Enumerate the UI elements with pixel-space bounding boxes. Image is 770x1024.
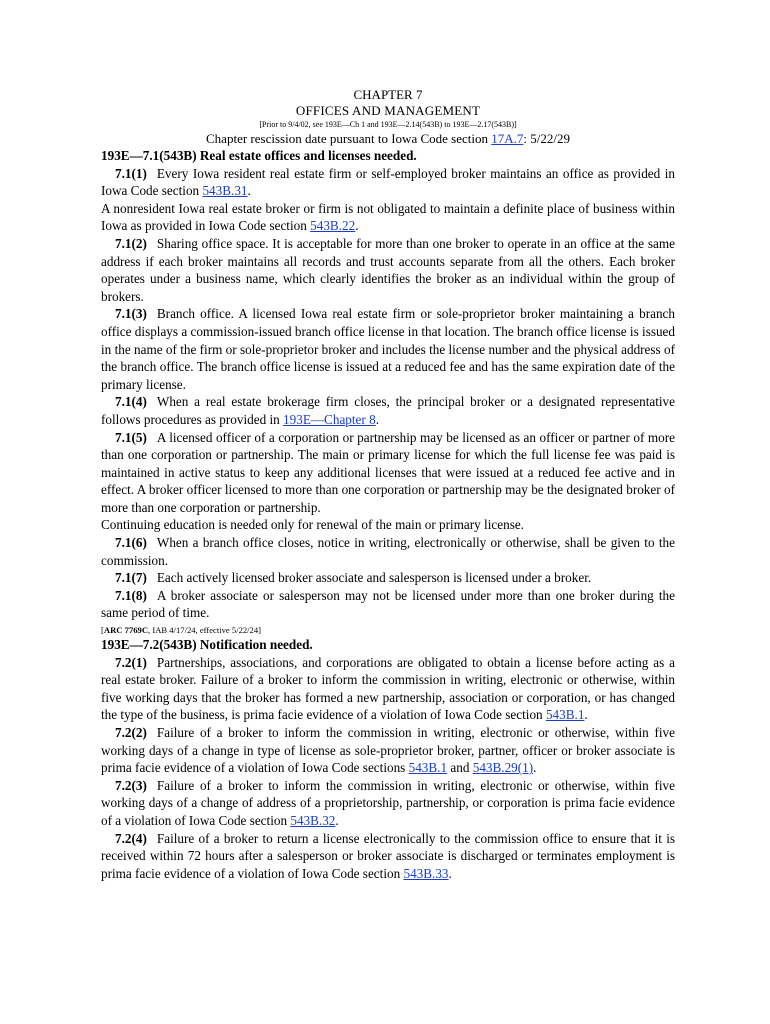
para-7-2-1 bbox=[101, 654, 675, 724]
para-text: A nonresident Iowa real estate broker or firm is not obligated to maintain a definite place of business within Iowa as provided in Iowa Code section bbox=[101, 200, 675, 234]
link-17a7[interactable]: 17A.7 bbox=[491, 131, 524, 146]
rule-72-heading: 193E—7.2(543B) Notification needed. bbox=[101, 637, 313, 653]
para-number: 7.1(3) bbox=[115, 306, 147, 322]
link-543b31[interactable]: 543B.31 bbox=[202, 183, 248, 199]
para-text: When a real estate brokerage firm closes, the principal broker or a designated representative follows procedures as provided in bbox=[101, 394, 675, 427]
prior-note: [Prior to 9/4/02, see 193E—Ch 1 and 193E—2.14(543B) to 193E—2.17(543B)] bbox=[259, 120, 517, 129]
para-7-1-3 bbox=[101, 305, 675, 393]
para-7-1-5-b: Continuing education is needed only for renewal of the main or primary license. bbox=[101, 517, 524, 533]
link-543b33[interactable]: 543B.33 bbox=[403, 865, 449, 881]
rescission-text: Chapter rescission date pursuant to Iowa Code section bbox=[206, 131, 492, 146]
para-7-1-5 bbox=[101, 429, 675, 517]
para-7-1-6 bbox=[101, 534, 675, 569]
rescission-date: : 5/22/29 bbox=[523, 131, 570, 146]
para-7-1-7 bbox=[101, 569, 675, 587]
para-7-1-1-b bbox=[101, 200, 675, 235]
para-7-1-4 bbox=[101, 393, 675, 428]
para-number: 7.2(1) bbox=[115, 654, 147, 670]
para-7-2-2 bbox=[101, 724, 675, 777]
link-193e-chapter-8[interactable]: 193E—Chapter 8 bbox=[283, 411, 376, 427]
para-7-1-8 bbox=[101, 587, 675, 622]
para-text: Failure of a broker to inform the commission in writing, electronic or otherwise, within five working days of a change in type of license as sole-proprietor broker, partner, officer or broker associate is prima facie evidence of a violation of Iowa Code sections bbox=[101, 725, 675, 776]
para-7-1-1 bbox=[101, 165, 675, 200]
para-number: 7.1(8) bbox=[115, 587, 147, 603]
chapter-subtitle: OFFICES AND MANAGEMENT bbox=[295, 103, 481, 118]
para-number: 7.2(2) bbox=[115, 725, 147, 740]
punct: . bbox=[247, 183, 251, 199]
para-7-1-2 bbox=[101, 235, 675, 305]
para-number: 7.2(4) bbox=[115, 830, 147, 846]
punct: . bbox=[375, 411, 379, 427]
punct: . bbox=[355, 218, 359, 234]
document-page bbox=[101, 86, 675, 882]
arc-number: ARC 7769C bbox=[103, 625, 149, 636]
para-text: and bbox=[447, 760, 473, 776]
para-number: 7.1(1) bbox=[115, 165, 147, 181]
para-text: Failure of a broker to inform the commission in writing, electronic or otherwise, within five working days of a change of address of a proprietorship, partnership, or corporation is prima facie evidence of a violation of Iowa Code section bbox=[101, 777, 675, 828]
para-text: When a branch office closes, notice in writing, electronically or otherwise, shall be given to the commission. bbox=[101, 535, 675, 568]
chapter-title: CHAPTER 7 bbox=[353, 87, 423, 102]
rule-71-heading: 193E—7.1(543B) Real estate offices and licenses needed. bbox=[101, 148, 417, 163]
link-543b29-1[interactable]: 543B.29(1) bbox=[472, 760, 534, 776]
para-text: A broker associate or salesperson may not be licensed under more than one broker during the same period of time. bbox=[101, 587, 675, 621]
para-text: Every Iowa resident real estate firm or self-employed broker maintains an office as provided in Iowa Code section bbox=[101, 165, 675, 199]
para-number: 7.1(7) bbox=[115, 570, 147, 586]
punct: . bbox=[448, 865, 452, 881]
para-number: 7.1(6) bbox=[115, 535, 147, 551]
para-7-2-4 bbox=[101, 830, 675, 883]
para-number: 7.2(3) bbox=[115, 777, 147, 793]
para-number: 7.1(5) bbox=[115, 429, 147, 445]
punct: . bbox=[533, 760, 537, 776]
para-text: Partnerships, associations, and corporations are obligated to obtain a license before acting as a real estate broker. Failure of a broker to inform the commission in writing, electronic or otherwise, within five working days that the broker has formed a new partnership, association or corporation, or has changed the type of the business, is prima facie evidence of a violation of Iowa Code section bbox=[101, 654, 675, 723]
link-543b32[interactable]: 543B.32 bbox=[290, 812, 336, 828]
punct: . bbox=[584, 707, 588, 723]
punct: . bbox=[335, 812, 339, 828]
link-543b22[interactable]: 543B.22 bbox=[310, 218, 356, 234]
bracket: [ bbox=[101, 625, 104, 636]
link-543b1[interactable]: 543B.1 bbox=[545, 707, 585, 723]
para-number: 7.1(4) bbox=[115, 394, 147, 410]
link-543b1[interactable]: 543B.1 bbox=[408, 760, 448, 776]
para-text: A licensed officer of a corporation or partnership may be licensed as an officer or partner of more than one corporation or partnership. The main or primary license for which the full license fee was paid is maintained in active status to keep any additional licenses that were issued at a reduced fee active and in effect. A broker officer licensed to more than one corporation or partnership may be the designated broker of more than one corporation or partnership. bbox=[101, 429, 675, 515]
para-7-2-3 bbox=[101, 777, 675, 830]
source-note bbox=[101, 624, 675, 636]
source-text: , IAB 4/17/24, effective 5/22/24] bbox=[148, 625, 262, 636]
para-text: Each actively licensed broker associate and salesperson is licensed under a broker. bbox=[156, 570, 592, 586]
rescission-line bbox=[101, 130, 675, 147]
para-number: 7.1(2) bbox=[115, 235, 147, 251]
para-text: Branch office. A licensed Iowa real estate firm or sole-proprietor broker maintaining a branch office displays a commission-issued branch office license in that location. The branch office license is issued in the name of the firm or sole-proprietor broker and includes the license number and the physical address of the branch office. The branch office license is issued at a reduced fee and has the same expiration date of the primary license. bbox=[101, 306, 675, 392]
para-text: Failure of a broker to return a license electronically to the commission office to ensure that it is received within 72 hours after a salesperson or broker associate is discharged or terminates employment is prima facie evidence of a violation of Iowa Code section bbox=[101, 830, 675, 881]
para-text: Sharing office space. It is acceptable for more than one broker to operate in an office at the same address if each broker maintains all records and trust accounts separate from all the others. Each broker operates under a business name, which clearly identifies the broker as an individual within the group of brokers. bbox=[101, 235, 675, 304]
